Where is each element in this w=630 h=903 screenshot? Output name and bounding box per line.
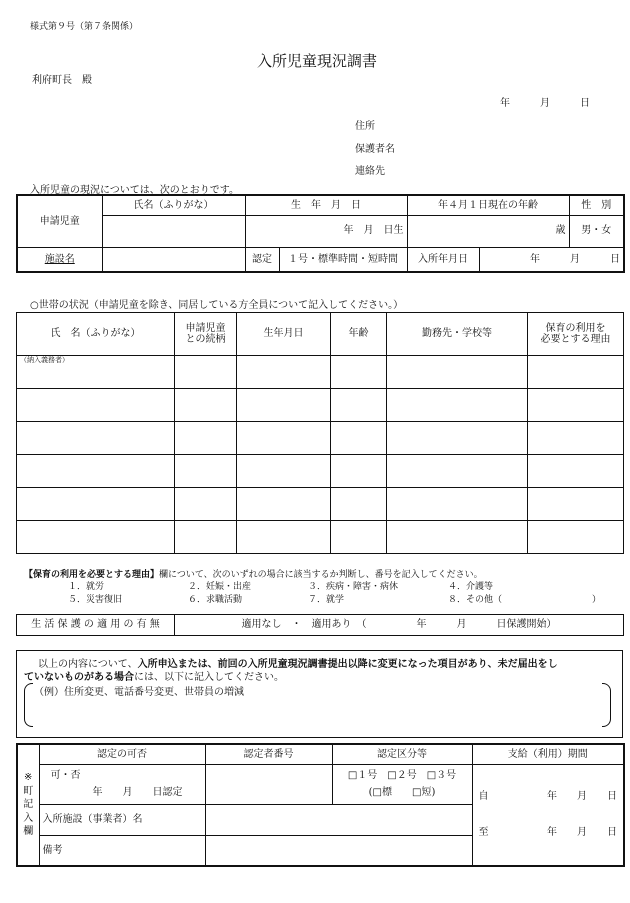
welfare-table bbox=[16, 614, 624, 636]
reason-instructions: 【保育の利用を必要とする理由】欄について、次のいずれの場合に該当するか判断し、番号を記入してください。 bbox=[24, 570, 483, 580]
col-relation: 申請児童 との続柄 bbox=[175, 313, 237, 356]
col-period: 支給（利用）期間 bbox=[472, 744, 624, 764]
table-row[interactable] bbox=[17, 521, 624, 554]
facility-name-label: 入所施設（事業者）名 bbox=[39, 804, 205, 835]
office-use-table bbox=[16, 743, 625, 867]
col-dob: 生年月日 bbox=[237, 313, 331, 356]
address-label: 住所 bbox=[355, 121, 375, 132]
household-section-title: ○世帯の状況（申請児童を除き、同居している方全員について記入してください。） bbox=[30, 300, 404, 311]
changes-line-1: 以上の内容について、入所申込または、前回の入所児童現況調書提出以降に変更になった項目があり、未だ届出をし bbox=[38, 659, 558, 670]
col-reason: 保育の利用を 必要とする理由 bbox=[528, 313, 624, 356]
reason-1: １．就労 bbox=[68, 582, 105, 592]
remarks-label: 備考 bbox=[39, 835, 205, 866]
changes-input-area[interactable] bbox=[40, 698, 596, 724]
reason-5: ５．災害復旧 bbox=[68, 595, 123, 605]
col-cert-class: 認定区分等 bbox=[332, 744, 472, 764]
facility-label: 施設名 bbox=[44, 253, 75, 265]
col-cert-no: 認定者番号 bbox=[205, 744, 332, 764]
remarks-field[interactable] bbox=[205, 835, 472, 866]
age-field[interactable]: 歳 bbox=[407, 215, 569, 247]
approval-cell[interactable]: 可・否 年 月 日認定 bbox=[39, 764, 205, 804]
cert-options[interactable]: １号・標準時間・短時間 bbox=[279, 247, 407, 272]
child-table bbox=[16, 194, 625, 273]
col-work: 勤務先・学校等 bbox=[387, 313, 528, 356]
form-number: 様式第９号（第７条関係） bbox=[30, 22, 139, 32]
col-approval: 認定の可否 bbox=[39, 744, 205, 764]
page-title: 入所児童現況調書 bbox=[257, 52, 378, 70]
reason-6: ６．求職活動 bbox=[188, 595, 243, 605]
table-row[interactable] bbox=[17, 356, 624, 389]
period-cell[interactable]: 自 年 月 日 至 年 月 日 bbox=[472, 764, 624, 866]
reason-3: ３．疾病・障害・病休 bbox=[308, 582, 399, 592]
col-age: 年齢 bbox=[331, 313, 387, 356]
dob-field[interactable]: 年 月 日生 bbox=[245, 215, 407, 247]
intro-text: 入所児童の現況については、次のとおりです。 bbox=[30, 185, 239, 196]
table-row[interactable] bbox=[17, 422, 624, 455]
welfare-value[interactable]: 適用なし ・ 適用あり （ 年 月 日保護開始） bbox=[175, 615, 624, 636]
cert-label: 認定 bbox=[245, 247, 279, 272]
right-bracket bbox=[602, 683, 611, 727]
contact-label: 連絡先 bbox=[355, 166, 385, 177]
left-bracket bbox=[24, 683, 33, 727]
table-row[interactable] bbox=[17, 389, 624, 422]
reason-7: ７．就学 bbox=[308, 595, 345, 605]
guardian-label: 保護者名 bbox=[355, 144, 395, 155]
facility-name-field[interactable] bbox=[205, 804, 472, 835]
entry-date-label: 入所年月日 bbox=[407, 247, 479, 272]
sex-header: 性 別 bbox=[569, 195, 624, 215]
office-side-label: ※ 町 記 入 欄 bbox=[17, 744, 39, 866]
table-row[interactable] bbox=[17, 455, 624, 488]
addressee: 利府町長 殿 bbox=[32, 75, 92, 86]
age-header: 年４月１日現在の年齢 bbox=[407, 195, 569, 215]
cert-class-cell[interactable]: □１号 □２号 □３号 (□標 □短) bbox=[332, 764, 472, 804]
name-field[interactable] bbox=[102, 215, 245, 247]
reason-8: ８．その他（ ） bbox=[448, 595, 602, 605]
table-row[interactable] bbox=[17, 488, 624, 521]
sex-field[interactable]: 男・女 bbox=[569, 215, 624, 247]
welfare-label: 生 活 保 護 の 適 用 の 有 無 bbox=[17, 615, 175, 636]
name-header: 氏名（ふりがな） bbox=[102, 195, 245, 215]
changes-line-2: ていないものがある場合には、以下に記入してください。 bbox=[24, 672, 284, 683]
cert-no-cell[interactable] bbox=[205, 764, 332, 804]
facility-field[interactable] bbox=[102, 247, 245, 272]
changes-example: （例）住所変更、電話番号変更、世帯員の増減 bbox=[34, 687, 244, 698]
taxpayer-note: （納入義務者） bbox=[17, 356, 175, 389]
entry-date-field[interactable]: 年 月 日 bbox=[479, 247, 624, 272]
reason-4: ４．介護等 bbox=[448, 582, 494, 592]
reason-2: ２．妊娠・出産 bbox=[188, 582, 252, 592]
dob-header: 生 年 月 日 bbox=[245, 195, 407, 215]
household-table bbox=[16, 312, 624, 554]
applicant-label: 申請児童 bbox=[17, 195, 102, 247]
date-line: 年 月 日 bbox=[500, 98, 590, 109]
col-name: 氏 名（ふりがな） bbox=[17, 313, 175, 356]
